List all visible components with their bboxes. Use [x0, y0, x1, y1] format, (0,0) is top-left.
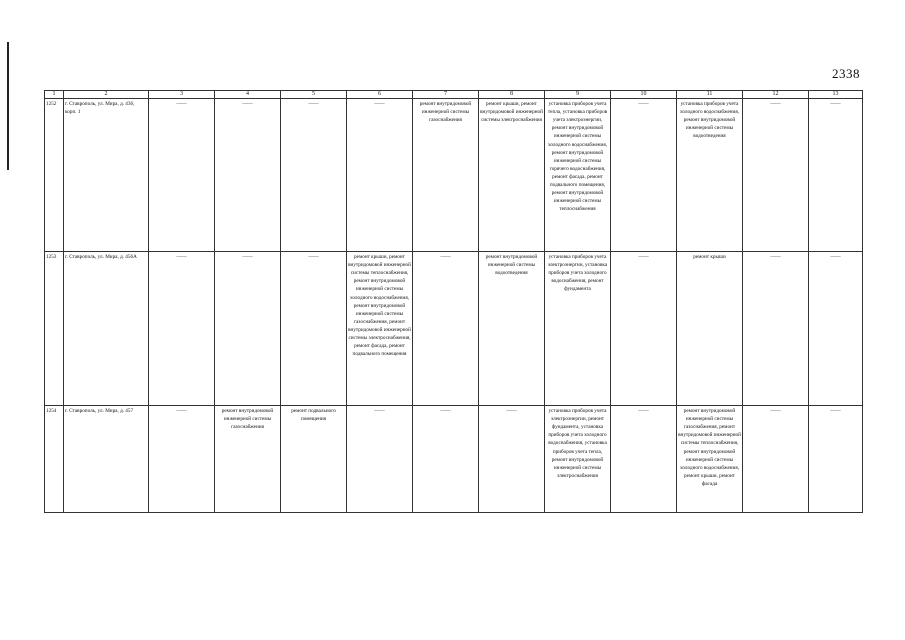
scan-edge-mark: [7, 42, 9, 170]
work-cell: ремонт крыши, ремонт внутридомовой инженерной системы теплоснабжения, ремонт внутридомовой инженерной системы холодного водоснабжения, ремонт внутридомовой инженерной системы газоснабжения, ремонт внутридомовой инженерной системы электроснабжения, ремонт фасада, ремонт подвального помещения: [347, 252, 413, 406]
work-cell: ремонт подвального помещения: [281, 406, 347, 513]
work-cell: ремонт внутридомовой инженерной системы газоснабжения: [215, 406, 281, 513]
work-cell: ——: [611, 406, 677, 513]
repair-schedule-table: [44, 90, 863, 513]
column-header: 3: [149, 91, 215, 99]
work-cell: ремонт крыши, ремонт внутридомовой инженерной системы электроснабжения: [479, 99, 545, 252]
table-row: [45, 252, 863, 406]
column-header: 2: [64, 91, 149, 99]
work-cell: ——: [281, 252, 347, 406]
work-cell: ——: [413, 252, 479, 406]
work-cell: ——: [743, 406, 809, 513]
column-header: 11: [677, 91, 743, 99]
address-cell: г. Ставрополь, ул. Мира, д. 457: [64, 406, 149, 513]
column-header: 4: [215, 91, 281, 99]
work-cell: ——: [611, 252, 677, 406]
work-cell: ——: [215, 252, 281, 406]
table-row: [45, 99, 863, 252]
work-cell: ——: [479, 406, 545, 513]
work-cell: ——: [809, 99, 863, 252]
work-cell: ——: [743, 252, 809, 406]
work-cell: ремонт крыши: [677, 252, 743, 406]
work-cell: ——: [149, 252, 215, 406]
work-cell: ——: [281, 99, 347, 252]
work-cell: ——: [413, 406, 479, 513]
work-cell: ——: [809, 406, 863, 513]
work-cell: ——: [347, 99, 413, 252]
row-number: 1254: [45, 406, 64, 513]
work-cell: ремонт внутридомовой инженерной системы газоснабжения: [413, 99, 479, 252]
address-cell: г. Ставрополь, ул. Мира, д. 456А: [64, 252, 149, 406]
work-cell: установка приборов учета холодного водоснабжения, ремонт внутридомовой инженерной системы водоотведения: [677, 99, 743, 252]
column-header: 7: [413, 91, 479, 99]
work-cell: ремонт внутридомовой инженерной системы газоснабжения, ремонт внутридомовой инженерной системы теплоснабжения, ремонт внутридомовой инженерной системы холодного водоснабжения, ремонт крыши, ремонт фасада: [677, 406, 743, 513]
work-cell: ——: [149, 406, 215, 513]
work-cell: установка приборов учета тепла, установка приборов учета электроэнергии, ремонт внутридомовой инженерной системы холодного водоснабжения, ремонт внутридомовой инженерной системы горячего водоснабжения, ремонт фасада, ремонт подвального помещения, ремонт внутридомовой инженерной системы теплоснабжения: [545, 99, 611, 252]
work-cell: ремонт внутридомовой инженерной системы водоотведения: [479, 252, 545, 406]
work-cell: ——: [743, 99, 809, 252]
work-cell: ——: [347, 406, 413, 513]
work-cell: ——: [149, 99, 215, 252]
work-cell: установка приборов учета электроэнергии, установка приборов учета холодного водоснабжения, ремонт фундамента: [545, 252, 611, 406]
column-header: 10: [611, 91, 677, 99]
row-number: 1252: [45, 99, 64, 252]
table-row: [45, 406, 863, 513]
row-number: 1253: [45, 252, 64, 406]
column-header: 1: [45, 91, 64, 99]
work-cell: ——: [809, 252, 863, 406]
column-header: 13: [809, 91, 863, 99]
work-cell: ——: [611, 99, 677, 252]
column-header: 9: [545, 91, 611, 99]
column-header: 6: [347, 91, 413, 99]
page-number: 2338: [832, 66, 860, 81]
address-cell: г. Ставрополь, ул. Мира, д. 436, корп. 1: [64, 99, 149, 252]
header-row: [45, 91, 863, 99]
column-header: 8: [479, 91, 545, 99]
work-cell: ——: [215, 99, 281, 252]
column-header: 5: [281, 91, 347, 99]
work-cell: установка приборов учета электроэнергии, ремонт фундамента, установка приборов учета холодного водоснабжения, установка приборов учета тепла, ремонт внутридомовой инженерной системы электроснабжения: [545, 406, 611, 513]
column-header: 12: [743, 91, 809, 99]
